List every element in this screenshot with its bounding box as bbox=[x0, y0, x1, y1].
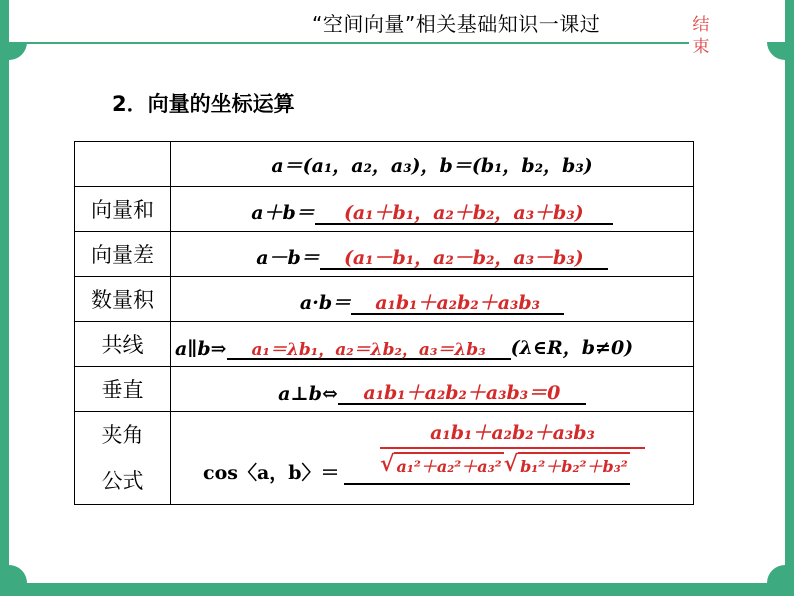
lesson-title: “空间向量”相关基础知识一课过 bbox=[312, 12, 601, 36]
table-row bbox=[75, 367, 694, 412]
section-title: 2．向量的坐标运算 bbox=[112, 92, 295, 116]
formula-prefix: a－b＝ bbox=[256, 247, 320, 269]
sqrt-radicand: a₁²＋a₂²＋a₃² bbox=[394, 452, 503, 477]
cosine-fraction bbox=[380, 418, 645, 477]
sqrt-icon: √ bbox=[503, 451, 519, 477]
answer-blank bbox=[320, 241, 608, 270]
table-row bbox=[75, 142, 694, 187]
table-row bbox=[75, 277, 694, 322]
sqrt-icon: √ bbox=[380, 451, 395, 477]
answer-text: a₁b₁＋a₂b₂＋a₃b₃ bbox=[375, 292, 540, 314]
answer-blank bbox=[351, 286, 564, 315]
row-content bbox=[171, 367, 694, 412]
row-label: 向量差 bbox=[75, 232, 171, 277]
formula-prefix: cos〈a，b〉＝ bbox=[203, 462, 340, 484]
formula-prefix: a＋b＝ bbox=[251, 202, 315, 224]
fraction-bar bbox=[380, 447, 645, 449]
formula-prefix: a·b＝ bbox=[299, 292, 352, 314]
row-label bbox=[75, 412, 171, 505]
row-label: 数量积 bbox=[75, 277, 171, 322]
formula-suffix: (λ∈R，b≠0) bbox=[510, 337, 634, 359]
row-label-line: 夹角 bbox=[101, 423, 144, 447]
row-label: 共线 bbox=[75, 322, 171, 367]
sqrt-radicand: b₁²＋b₂²＋b₃² bbox=[518, 452, 630, 477]
corner-cell bbox=[75, 142, 171, 187]
row-content bbox=[171, 277, 694, 322]
answer-text: a₁b₁＋a₂b₂＋a₃b₃＝0 bbox=[363, 382, 561, 404]
answer-text: (a₁－b₁，a₂－b₂，a₃－b₃) bbox=[343, 247, 584, 269]
row-label: 垂直 bbox=[75, 367, 171, 412]
answer-text: (a₁＋b₁，a₂＋b₂，a₃＋b₃) bbox=[343, 202, 584, 224]
row-content bbox=[171, 322, 694, 367]
row-label: 向量和 bbox=[75, 187, 171, 232]
answer-blank bbox=[227, 333, 511, 360]
row-label-line: 公式 bbox=[101, 469, 144, 493]
answer-blank bbox=[315, 196, 613, 225]
fraction-numerator: a₁b₁＋a₂b₂＋a₃b₃ bbox=[430, 422, 595, 444]
header-divider bbox=[9, 42, 689, 44]
formula-prefix: a∥b⇒ bbox=[175, 338, 227, 360]
row-content bbox=[171, 187, 694, 232]
vector-definition: a＝(a₁，a₂，a₃)，b＝(b₁，b₂，b₃) bbox=[171, 142, 694, 187]
answer-blank bbox=[338, 376, 586, 405]
end-button[interactable]: 结束 bbox=[692, 15, 710, 57]
row-content bbox=[171, 232, 694, 277]
table-row bbox=[75, 232, 694, 277]
table-row bbox=[75, 322, 694, 367]
table-row bbox=[75, 187, 694, 232]
answer-text: a₁＝λb₁，a₂＝λb₂，a₃＝λb₃ bbox=[251, 340, 486, 360]
formula-prefix: a⊥b⇔ bbox=[278, 383, 338, 405]
fraction-denominator bbox=[380, 451, 645, 477]
